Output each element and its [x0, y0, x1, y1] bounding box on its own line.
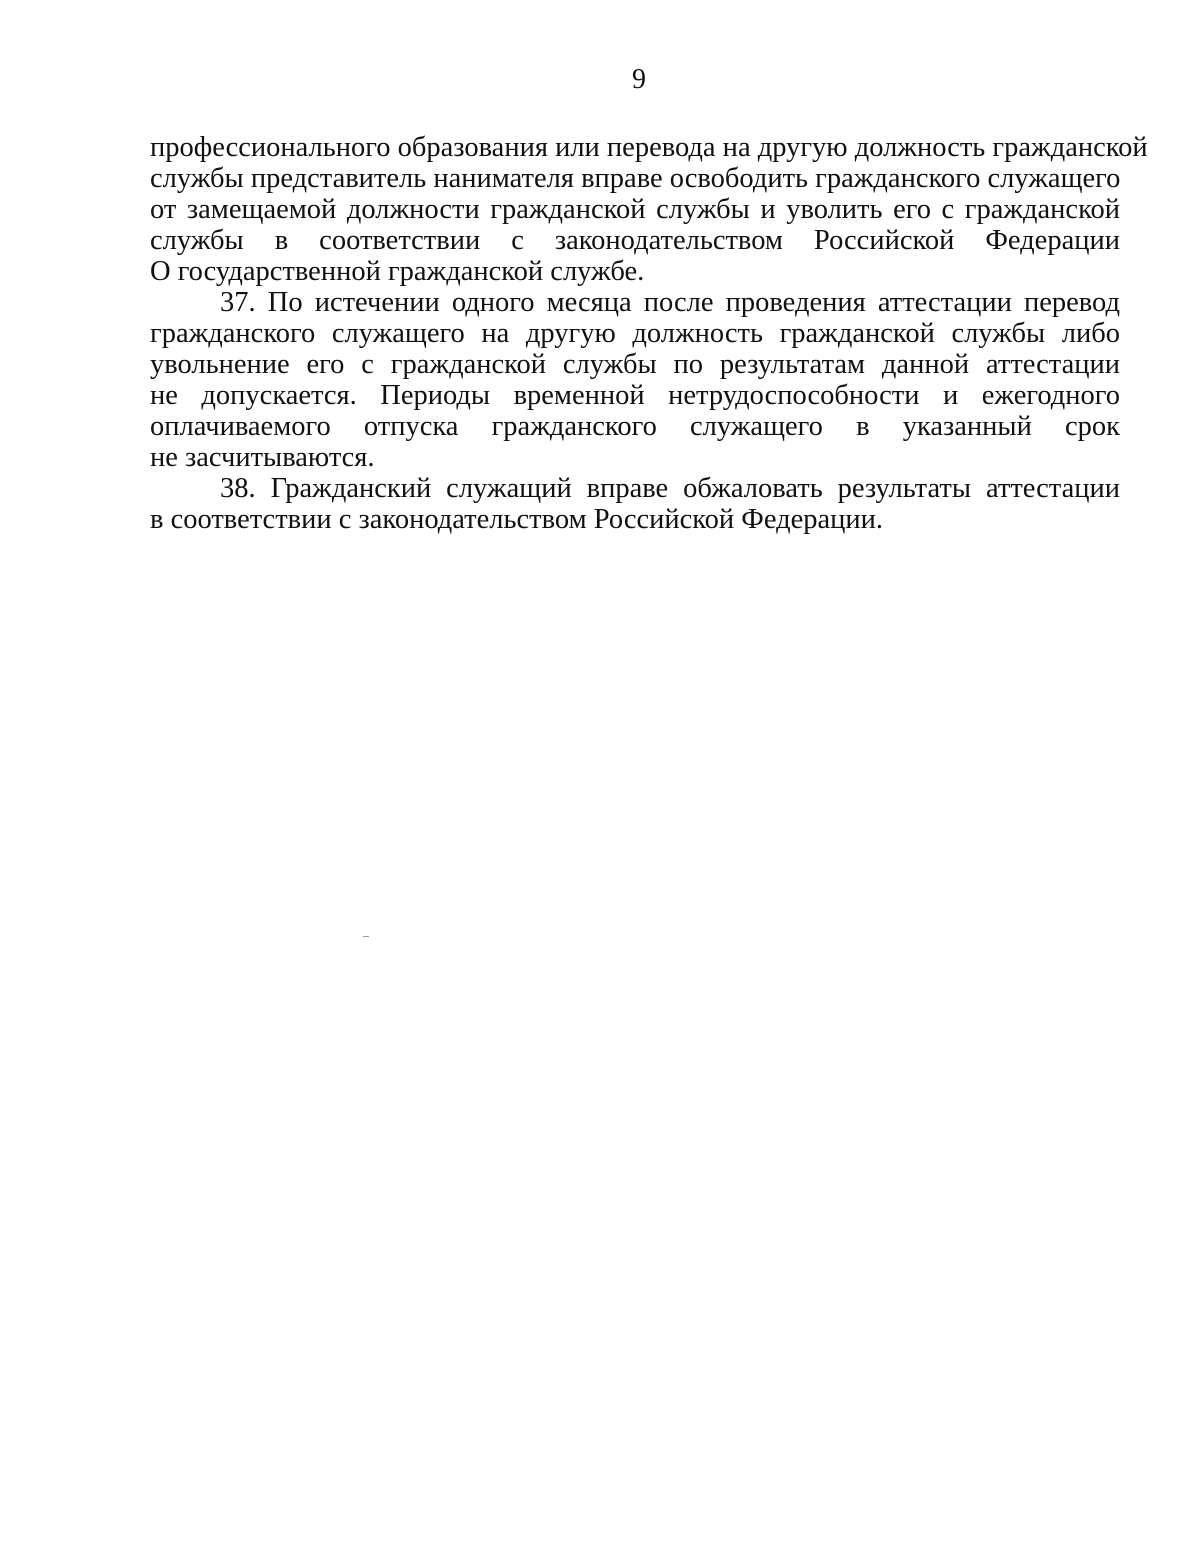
text-line: не допускается. Периоды временной нетрудоспособности и ежегодного [150, 380, 1120, 411]
text-line: оплачиваемого отпуска гражданского служащего в указанный срок [150, 411, 1120, 442]
text-line: гражданского служащего на другую должность гражданской службы либо [150, 318, 1120, 349]
paragraph-continuation [150, 132, 1148, 287]
document-body [150, 132, 1148, 535]
text-line: не засчитываются. [150, 442, 375, 473]
paragraph-37 [150, 287, 1120, 473]
text-line: службы представитель нанимателя вправе освободить гражданского служащего [150, 163, 1121, 194]
text-line: профессионального образования или перевода на другую должность гражданской [150, 132, 1148, 163]
scan-artifact [363, 936, 369, 937]
text-line: в соответствии с законодательством Российской Федерации. [150, 504, 884, 535]
page-number: 9 [632, 64, 646, 95]
text-line: от замещаемой должности гражданской службы и уволить его с гражданской [150, 194, 1120, 225]
paragraph-38 [150, 473, 1120, 535]
text-line: 38. Гражданский служащий вправе обжаловать результаты аттестации [220, 473, 1120, 504]
text-line: 37. По истечении одного месяца после проведения аттестации перевод [220, 287, 1120, 318]
text-line: увольнение его с гражданской службы по результатам данной аттестации [150, 349, 1120, 380]
text-line: О государственной гражданской службе. [150, 256, 645, 287]
text-line: службы в соответствии с законодательством Российской Федерации [150, 225, 1120, 256]
